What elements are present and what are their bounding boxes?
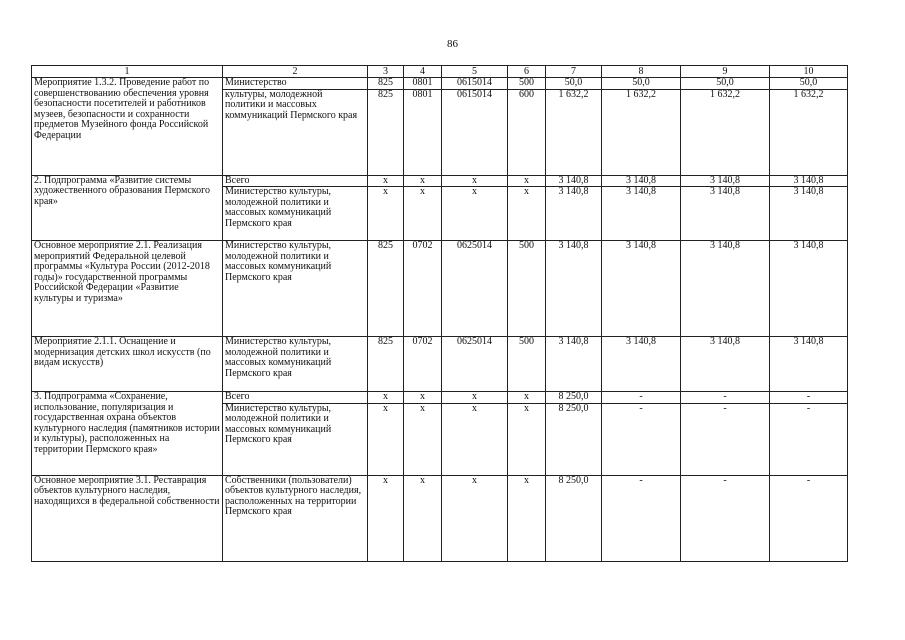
value-cell-c9: - xyxy=(681,475,770,561)
value-cell-c7: 3 140,8 xyxy=(546,175,602,187)
value-cell-c3: х xyxy=(368,475,404,561)
activity-name-cell: Мероприятие 2.1.1. Оснащение и модернизация детских школ искусств (по видам искусств) xyxy=(32,337,223,392)
organization-cell: Министерство культуры, молодежной политики и массовых коммуникаций Пермского края xyxy=(223,241,368,337)
value-cell-c8: - xyxy=(602,403,681,475)
value-cell-c6: х xyxy=(508,392,546,404)
column-header: 2 xyxy=(223,66,368,78)
value-cell-c6: 500 xyxy=(508,337,546,392)
value-cell-c7: 1 632,2 xyxy=(546,89,602,175)
organization-cell: Всего xyxy=(223,392,368,404)
value-cell-c5: х xyxy=(442,392,508,404)
value-cell-c7: 3 140,8 xyxy=(546,337,602,392)
value-cell-c4: х xyxy=(404,187,442,241)
column-header: 7 xyxy=(546,66,602,78)
table-row xyxy=(32,392,848,404)
value-cell-c8: 50,0 xyxy=(602,78,681,90)
value-cell-c7: 8 250,0 xyxy=(546,475,602,561)
organization-cell: Всего xyxy=(223,175,368,187)
value-cell-c5: 0615014 xyxy=(442,89,508,175)
value-cell-c10: 3 140,8 xyxy=(770,187,848,241)
value-cell-c3: х xyxy=(368,392,404,404)
value-cell-c6: 500 xyxy=(508,78,546,90)
value-cell-c9: 3 140,8 xyxy=(681,175,770,187)
value-cell-c8: 3 140,8 xyxy=(602,187,681,241)
activity-name-cell: 2. Подпрограмма «Развитие системы художественного образования Пермского края» xyxy=(32,175,223,241)
column-header: 5 xyxy=(442,66,508,78)
value-cell-c8: 3 140,8 xyxy=(602,175,681,187)
value-cell-c6: х xyxy=(508,475,546,561)
value-cell-c10: - xyxy=(770,392,848,404)
value-cell-c4: х xyxy=(404,475,442,561)
value-cell-c6: х xyxy=(508,187,546,241)
value-cell-c8: - xyxy=(602,392,681,404)
value-cell-c3: 825 xyxy=(368,78,404,90)
table-row xyxy=(32,78,848,90)
value-cell-c9: 3 140,8 xyxy=(681,337,770,392)
value-cell-c10: 1 632,2 xyxy=(770,89,848,175)
value-cell-c4: х xyxy=(404,392,442,404)
table-row xyxy=(32,241,848,337)
column-header: 1 xyxy=(32,66,223,78)
value-cell-c4: 0702 xyxy=(404,241,442,337)
column-header: 10 xyxy=(770,66,848,78)
activity-name-cell: Основное мероприятие 2.1. Реализация мероприятий Федеральной целевой программы «Культура России (2012-2018 годы)» государственной программы Российской Федерации «Развитие культуры и туризма» xyxy=(32,241,223,337)
value-cell-c5: х xyxy=(442,403,508,475)
value-cell-c10: 3 140,8 xyxy=(770,337,848,392)
value-cell-c4: 0801 xyxy=(404,89,442,175)
value-cell-c10: - xyxy=(770,475,848,561)
value-cell-c10: 50,0 xyxy=(770,78,848,90)
value-cell-c5: 0625014 xyxy=(442,241,508,337)
value-cell-c3: 825 xyxy=(368,337,404,392)
value-cell-c5: х xyxy=(442,175,508,187)
value-cell-c5: 0625014 xyxy=(442,337,508,392)
value-cell-c9: - xyxy=(681,403,770,475)
value-cell-c6: 600 xyxy=(508,89,546,175)
value-cell-c10: 3 140,8 xyxy=(770,175,848,187)
value-cell-c9: - xyxy=(681,392,770,404)
value-cell-c6: х xyxy=(508,403,546,475)
value-cell-c8: 1 632,2 xyxy=(602,89,681,175)
value-cell-c3: х xyxy=(368,187,404,241)
value-cell-c4: 0801 xyxy=(404,78,442,90)
value-cell-c7: 8 250,0 xyxy=(546,392,602,404)
value-cell-c9: 3 140,8 xyxy=(681,187,770,241)
column-header: 9 xyxy=(681,66,770,78)
value-cell-c9: 50,0 xyxy=(681,78,770,90)
value-cell-c7: 3 140,8 xyxy=(546,187,602,241)
value-cell-c3: 825 xyxy=(368,89,404,175)
activity-name-cell: 3. Подпрограмма «Сохранение, использование, популяризация и государственная охрана объектов культурного наследия (памятников истории и культуры), расположенных на территории Пермского края» xyxy=(32,392,223,476)
value-cell-c9: 1 632,2 xyxy=(681,89,770,175)
column-header: 8 xyxy=(602,66,681,78)
value-cell-c6: х xyxy=(508,175,546,187)
column-header: 6 xyxy=(508,66,546,78)
value-cell-c10: - xyxy=(770,403,848,475)
value-cell-c4: х xyxy=(404,175,442,187)
column-header: 3 xyxy=(368,66,404,78)
activity-name-cell: Основное мероприятие 3.1. Реставрация объектов культурного наследия, находящихся в федеральной собственности xyxy=(32,475,223,561)
value-cell-c8: 3 140,8 xyxy=(602,337,681,392)
value-cell-c3: х xyxy=(368,175,404,187)
value-cell-c3: 825 xyxy=(368,241,404,337)
organization-cell: Собственники (пользователи) объектов культурного наследия, расположенных на территории Пермского края xyxy=(223,475,368,561)
table-row xyxy=(32,175,848,187)
table-row xyxy=(32,475,848,561)
organization-cell: Министерство культуры, молодежной политики и массовых коммуникаций Пермского края xyxy=(223,403,368,475)
header-row xyxy=(32,66,848,78)
activity-name-cell: Мероприятие 1.3.2. Проведение работ по совершенствованию обеспечения уровня безопасности посетителей и работников музеев, безопасности и сохранности предметов Музейного фонда Российской Федерации xyxy=(32,78,223,176)
column-header: 4 xyxy=(404,66,442,78)
value-cell-c4: 0702 xyxy=(404,337,442,392)
value-cell-c3: х xyxy=(368,403,404,475)
value-cell-c5: 0615014 xyxy=(442,78,508,90)
organization-cell: культуры, молодежной политики и массовых коммуникаций Пермского края xyxy=(223,89,368,175)
organization-cell: Министерство культуры, молодежной политики и массовых коммуникаций Пермского края xyxy=(223,337,368,392)
value-cell-c10: 3 140,8 xyxy=(770,241,848,337)
budget-table xyxy=(31,65,848,562)
value-cell-c8: - xyxy=(602,475,681,561)
table-row xyxy=(32,337,848,392)
value-cell-c5: х xyxy=(442,475,508,561)
value-cell-c8: 3 140,8 xyxy=(602,241,681,337)
page-number: 86 xyxy=(447,38,458,50)
value-cell-c4: х xyxy=(404,403,442,475)
value-cell-c5: х xyxy=(442,187,508,241)
organization-cell: Министерство культуры, молодежной политики и массовых коммуникаций Пермского края xyxy=(223,187,368,241)
value-cell-c9: 3 140,8 xyxy=(681,241,770,337)
value-cell-c6: 500 xyxy=(508,241,546,337)
organization-cell: Министерство xyxy=(223,78,368,90)
value-cell-c7: 3 140,8 xyxy=(546,241,602,337)
value-cell-c7: 50,0 xyxy=(546,78,602,90)
value-cell-c7: 8 250,0 xyxy=(546,403,602,475)
